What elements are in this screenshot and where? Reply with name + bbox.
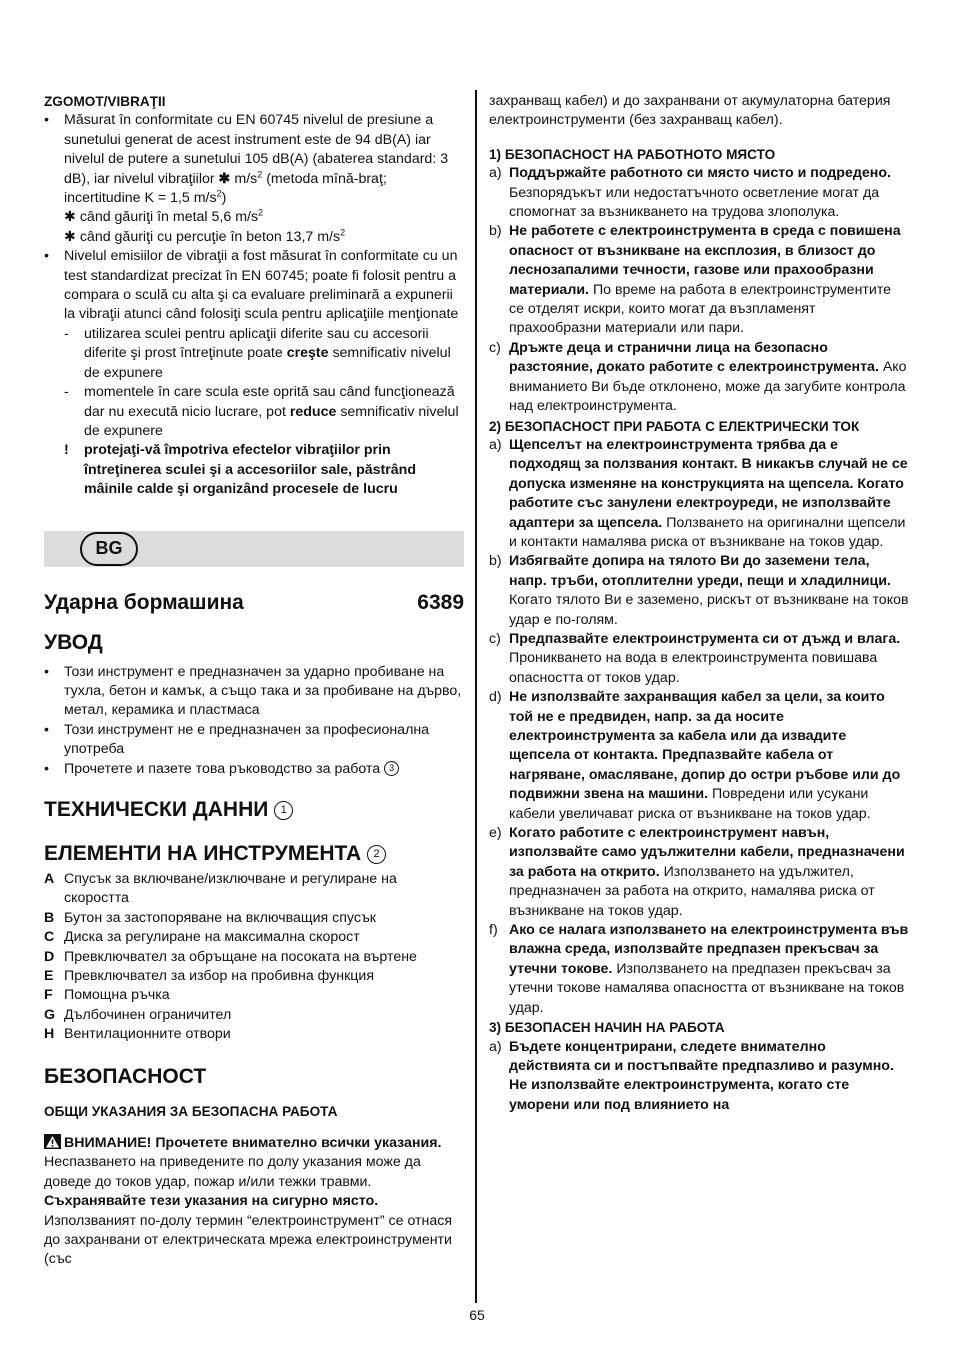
list-item: G Дълбочинен ограничител	[44, 1006, 232, 1023]
electrical-safety-list	[489, 436, 909, 1018]
list-item: • Този инструмент е предназначен за ударно пробиване на тухла, бетон и камък, а също така и за пробиване на дърво, метал, керамика и пластмаса	[44, 663, 462, 719]
personal-safety-heading: 3) БЕЗОПАСЕН НАЧИН НА РАБОТА	[489, 1020, 725, 1036]
warning-icon	[44, 1134, 61, 1149]
language-badge: BG	[80, 532, 138, 566]
figure-ref: 3	[384, 761, 399, 776]
general-safety-heading: ОБЩИ УКАЗАНИЯ ЗА БЕЗОПАСНА РАБОТА	[44, 1103, 338, 1119]
list-item: C Диска за регулиране на максимална скорост	[44, 929, 360, 946]
warning-paragraph: ВНИМАНИЕ! Прочетете внимателно всички указания. Неспазването на приведените по долу указания може да доведе до токов удар, пожар и/или тежки травми. Съхранявайте тези указания на сигурно място. Използваният по-долу термин “електроинструмент” се отнася до захранвани от електрическата мрежа електроинструменти (със	[44, 1135, 453, 1268]
noise-text: Măsurat în conformitate cu EN 60745 nivelul de presiune a sunetului generat de acest instrument este de 94 dB(A) iar nivelul de putere a sunetului 105 dB(A) (abaterea standard: 3 dB), iar nivelul vibraţiilor ✱ $m/s^2$ (metoda mînă-braţ; incertitudine K = 1,5 $m/s^2$)	[64, 112, 449, 207]
list-item: b) Избягвайте допира на тялото Ви до заземени тела, напр. тръби, отоплителни уреди, пещи и хладилници. Когато тялото Ви е заземено, рискът от възникване на токов удар е по-голям.	[489, 553, 909, 628]
product-model: 6389	[417, 590, 464, 614]
list-item: a) Поддържайте работното си място чисто и подредено. Безпорядъкът или недостатъчното осветление могат да спомогнат за възникването на трудова злополука.	[489, 165, 891, 221]
tech-data-heading: ТЕХНИЧЕСКИ ДАННИ 1	[44, 796, 464, 824]
list-item: b) Не работете с електроинструмента в среда с повишена опасност от възникване на експлозия, в близост до леснозапалими течности, газове или прахообразни материали. По време на работа в електроинструментите се отделят искри, които могат да възпламенят прахообразни материали или пари.	[489, 223, 901, 337]
language-band	[44, 531, 464, 567]
list-item: - utilizarea sculei pentru aplicaţii diferite sau cu accesorii diferite şi prost întreţinute poate creşte semnificativ nivelul de expunere	[64, 325, 451, 381]
list-item: ✱ când găuriţi cu percuţie în beton 13,7 $m/s^2$	[64, 227, 346, 245]
list-item: • Măsurat în conformitate cu EN 60745 nivelul de presiune a sunetului generat de acest instrument este de 94 dB(A) iar nivelul de putere a sunetului 105 dB(A) (abaterea standard: 3 dB), iar nivelul vibraţiilor ✱ $m/s^2$ (metoda mînă-braţ; incertitudine K = 1,5 $m/s^2$)	[44, 111, 464, 208]
figure-ref: 1	[274, 801, 293, 820]
list-item: e) Когато работите с електроинструмент навън, използвайте само удължителни кабели, предназначени за работа на открито. Използването на удължител, предназначен за работа на открито, намалява риска от възникване на токов удар.	[489, 825, 905, 919]
right-column	[489, 92, 909, 1115]
list-item: F Помощна ръчка	[44, 987, 170, 1004]
list-item: B Бутон за застопоряване на включващия спусък	[44, 909, 377, 926]
list-item: a) Щепселът на електроинструмента трябва да е подходящ за ползвания контакт. В никакъв случай не се допуска изменяне на конструкцията на щепсела. Когато работите със занулени електроуреди, не използвайте адаптери за щепсела. Ползването на оригинални щепсели и контакти намалява риска от възникване на токов удар.	[489, 436, 908, 550]
list-item: A Спусък за включване/изключване и регулиране на скоростта	[44, 870, 397, 907]
list-item: f) Ако се налага използването на електроинструмента във влажна среда, използвайте предпазен прекъсвач за утечни токове. Използването на предпазен прекъсвач за утечни токове намалява опасността от възникване на токов удар.	[489, 922, 909, 1016]
workplace-safety-heading: 1) БЕЗОПАСНОСТ НА РАБОТНОТО МЯСТО	[489, 146, 776, 162]
list-item: D Превключвател за обръщане на посоката на въртене	[44, 948, 417, 965]
list-item: d) Не използвайте захранващия кабел за цели, за които той не е предвиден, напр. за да носите електроинструмента за кабела или да извадите щепсела от контакта. Предпазвайте кабела от нагряване, омасляване, допир до остри ръбове или до подвижни звена на машини. Повредени или усукани кабели увеличават риска от възникване на токов удар.	[489, 689, 901, 822]
left-column	[44, 92, 464, 1270]
personal-safety-list	[489, 1038, 909, 1116]
product-title: Ударна бормашина 6389	[44, 589, 464, 617]
continued-text: захранващ кабел) и до захранвани от акумулаторна батерия електроинструменти (без захранващ кабел).	[489, 93, 891, 129]
list-item: E Превключвател за избор на пробивна функция	[44, 968, 375, 984]
elements-list	[44, 870, 464, 1045]
electrical-safety-heading: 2) БЕЗОПАСНОСТ ПРИ РАБОТА С ЕЛЕКТРИЧЕСКИ ТОК	[489, 418, 860, 434]
page-number: 65	[469, 1307, 485, 1323]
noise-vibration-heading: ZGOMOT/VIBRAŢII	[44, 94, 166, 109]
list-item: a) Бъдете концентрирани, следете внимателно действията си и постъпвайте предпазливо и разумно. Не използвайте електроинструмента, когато сте уморени или под влиянието на	[489, 1038, 894, 1113]
list-item: - momentele în care scula este oprită sau când funcţionează dar nu execută nicio lucrare, pot reduce semnificativ nivelul de expunere	[64, 384, 459, 439]
list-item: c) Дръжте деца и странични лица на безопасно разстояние, докато работите с електроинструмента. Ако вниманието Ви бъде отклонено, може да загубите контрола над електроинструмента.	[489, 339, 907, 415]
list-item: • Този инструмент не е предназначен за професионална употреба	[44, 721, 430, 758]
list-item: • Прочетете и пазете това ръководство за работа 3	[44, 760, 464, 779]
list-item: ✱ când găuriţi în metal 5,6 $m/s^2$	[64, 207, 264, 226]
figure-ref: 2	[367, 845, 386, 864]
workplace-safety-list	[489, 164, 909, 416]
intro-heading: УВОД	[44, 630, 103, 654]
list-item: ! protejaţi-vă împotriva efectelor vibraţiilor prin întreţinerea sculei şi a accesoriilor sale, păstrând mâinile calde şi organizând procesele de lucru	[64, 442, 416, 498]
list-item: H Вентилационните отвори	[44, 1026, 231, 1043]
safety-heading: БЕЗОПАСНОСТ	[44, 1064, 207, 1088]
list-item: • Nivelul emisiilor de vibraţii a fost măsurat în conformitate cu un test standardizat precizat în EN 60745; poate fi folosit pentru a compara o sculă cu alta şi ca evaluare preliminară a expunerii la vibraţii atunci când folosiţi scula pentru aplicaţiile menţionate	[44, 248, 459, 323]
elements-heading: ЕЛЕМЕНТИ НА ИНСТРУМЕНТА 2	[44, 840, 464, 868]
list-item: c) Предпазвайте електроинструмента си от дъжд и влага. Проникването на вода в електроинструмента повишава опасността от токов удар.	[489, 630, 901, 686]
column-divider	[475, 90, 477, 1303]
